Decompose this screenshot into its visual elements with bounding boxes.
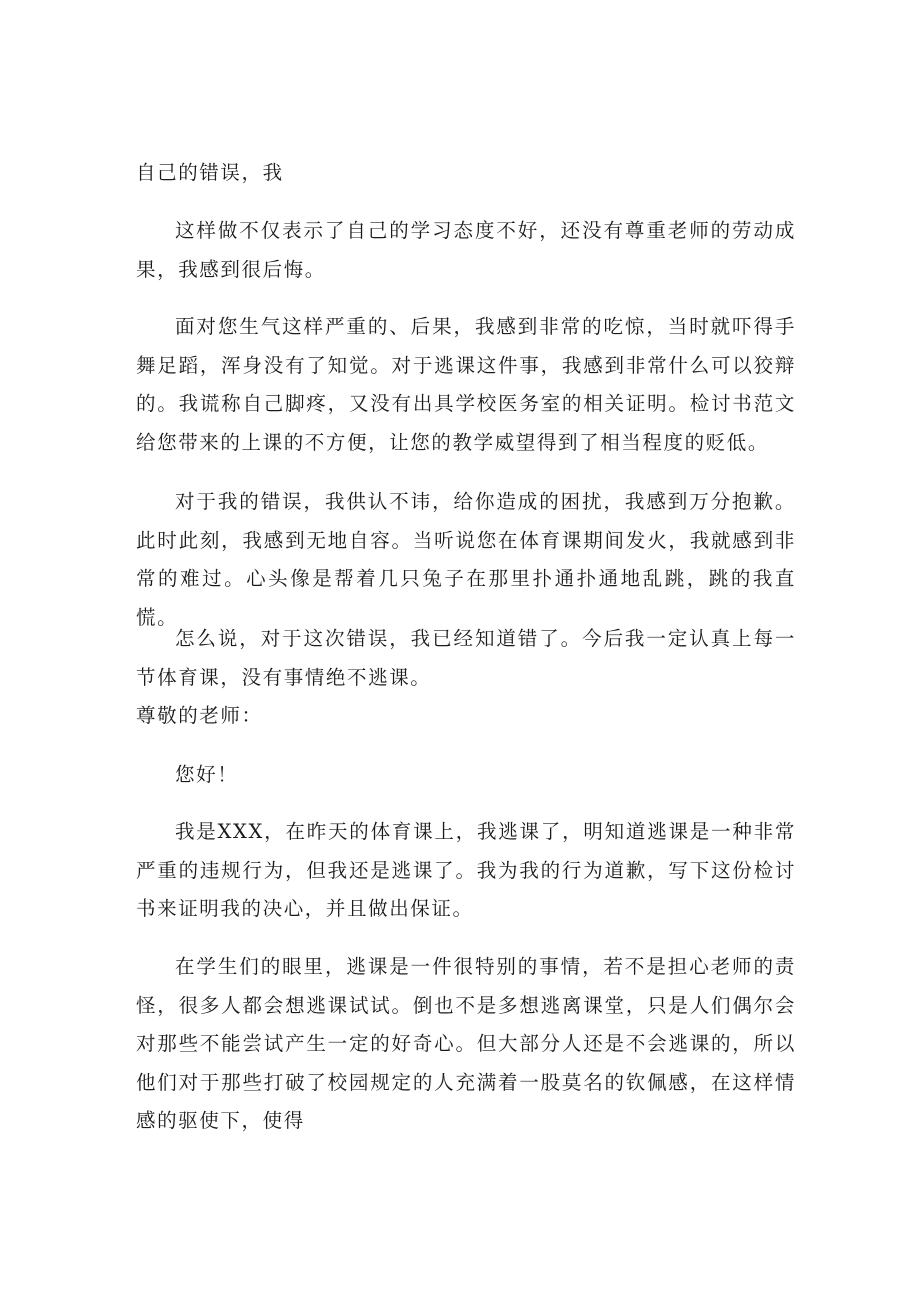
paragraph-6: 我是XXX，在昨天的体育课上，我逃课了，明知道逃课是一种非常严重的违规行为，但我还是逃课了。我为我的行为道歉，写下这份检讨书来证明我的决心，并且做出保证。 (136, 820, 796, 920)
paragraph-4: 对于我的错误，我供认不讳，给你造成的困扰，我感到万分抱歉。此时此刻，我感到无地自容。当听说您在体育课期间发火，我就感到非常的难过。心头像是帮着几只兔子在那里扑通扑通地乱跳，跳的我直慌。 (136, 490, 796, 629)
paragraph-2: 这样做不仅表示了自己的学习态度不好，还没有尊重老师的劳动成果，我感到很后悔。 (136, 219, 796, 281)
paragraph-5: 怎么说，对于这次错误，我已经知道错了。今后我一定认真上每一节体育课，没有事情绝不逃课。 (136, 627, 796, 689)
paragraph-7: 在学生们的眼里，逃课是一件很特别的事情，若不是担心老师的责怪，很多人都会想逃课试试。倒也不是多想逃离课堂，只是人们偶尔会对那些不能尝试产生一定的好奇心。但大部分人还是不会逃课的，所以他们对于那些打破了校园规定的人充满着一股莫名的钦佩感，在这样情感的驱使下，使得 (136, 955, 796, 1132)
salutation: 尊敬的老师： (136, 704, 263, 727)
paragraph-3: 面对您生气这样严重的、后果，我感到非常的吃惊，当时就吓得手舞足蹈，浑身没有了知觉。对于逃课这件事，我感到非常什么可以狡辩的。我谎称自己脚疼，又没有出具学校医务室的相关证明。检讨书范文给您带来的上课的不方便，让您的教学威望得到了相当程度的贬低。 (136, 315, 796, 454)
paragraph-1: 自己的错误，我 (136, 161, 284, 184)
greeting: 您好！ (175, 763, 239, 786)
